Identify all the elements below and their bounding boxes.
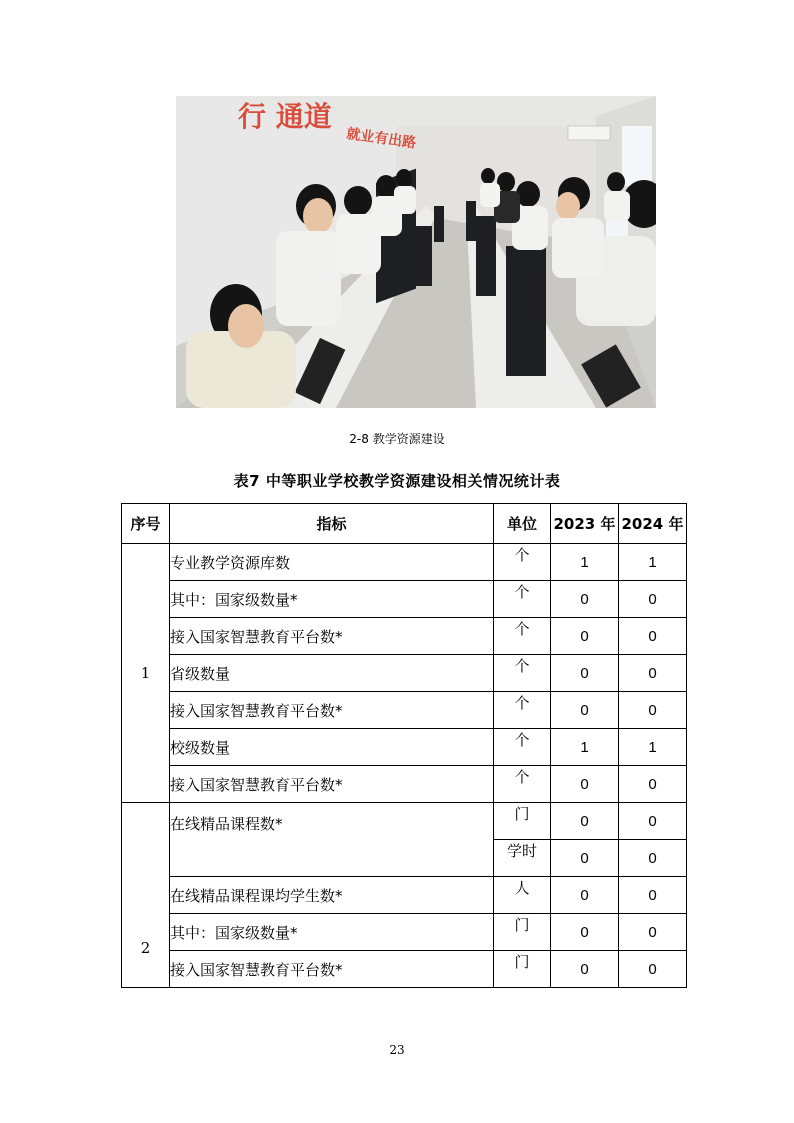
value-2023: 1 [551, 729, 619, 766]
value-2024: 1 [619, 729, 687, 766]
unit-cell: 门 [494, 914, 551, 951]
value-2023: 0 [551, 914, 619, 951]
value-2024: 0 [619, 581, 687, 618]
photo-caption: 2-8 教学资源建设 [349, 432, 445, 446]
table-row [122, 729, 687, 766]
unit-cell: 人 [494, 877, 551, 914]
value-2023: 0 [551, 766, 619, 803]
indicator-cell: 其中：国家级数量* [170, 581, 494, 618]
table-row [122, 581, 687, 618]
header-2023: 2023 年 [551, 504, 619, 544]
value-2023: 0 [551, 581, 619, 618]
value-2024: 0 [619, 914, 687, 951]
table-row [122, 877, 687, 914]
value-2024: 0 [619, 951, 687, 988]
header-2024: 2024 年 [619, 504, 687, 544]
table-row [122, 618, 687, 655]
indicator-cell: 接入国家智慧教育平台数* [170, 951, 494, 988]
unit-cell: 门 [494, 803, 551, 840]
photo-illustration [176, 96, 656, 408]
page-number: 23 [389, 1043, 405, 1057]
unit-cell: 个 [494, 729, 551, 766]
unit-cell: 个 [494, 692, 551, 729]
value-2024: 0 [619, 655, 687, 692]
group-index: 1 [122, 544, 170, 803]
indicator-cell: 省级数量 [170, 655, 494, 692]
value-2023: 0 [551, 618, 619, 655]
value-2023: 0 [551, 840, 619, 877]
table-row [122, 692, 687, 729]
table-header-row [122, 504, 687, 544]
indicator-cell: 接入国家智慧教育平台数* [170, 618, 494, 655]
unit-cell: 门 [494, 951, 551, 988]
unit-cell: 个 [494, 766, 551, 803]
value-2023: 1 [551, 544, 619, 581]
indicator-cell: 在线精品课程课均学生数* [170, 877, 494, 914]
indicator-cell: 专业教学资源库数 [170, 544, 494, 581]
svg-text:行 通道: 行 通道 [238, 100, 332, 133]
indicator-cell: 在线精品课程数* [170, 803, 494, 877]
value-2023: 0 [551, 655, 619, 692]
value-2023: 0 [551, 803, 619, 840]
unit-cell: 个 [494, 581, 551, 618]
header-index: 序号 [122, 504, 170, 544]
value-2024: 0 [619, 618, 687, 655]
value-2024: 0 [619, 803, 687, 840]
table-row [122, 951, 687, 988]
statistics-table [121, 503, 687, 988]
table-row [122, 655, 687, 692]
svg-text:就业有出路: 就业有出路 [345, 126, 417, 152]
value-2024: 0 [619, 692, 687, 729]
group-index [122, 803, 170, 988]
value-2023: 0 [551, 877, 619, 914]
computer-lab-photo [176, 96, 656, 408]
group-index-label: 2 [140, 939, 151, 957]
table-row [122, 766, 687, 803]
unit-cell: 个 [494, 618, 551, 655]
header-indicator: 指标 [170, 504, 494, 544]
unit-cell: 学时 [494, 840, 551, 877]
table-row [122, 914, 687, 951]
indicator-cell: 接入国家智慧教育平台数* [170, 692, 494, 729]
value-2024: 1 [619, 544, 687, 581]
table-row [122, 803, 687, 840]
indicator-cell: 接入国家智慧教育平台数* [170, 766, 494, 803]
table-title: 表7 中等职业学校教学资源建设相关情况统计表 [233, 472, 561, 490]
unit-cell: 个 [494, 655, 551, 692]
value-2024: 0 [619, 840, 687, 877]
indicator-cell: 其中：国家级数量* [170, 914, 494, 951]
table-row [122, 544, 687, 581]
value-2024: 0 [619, 877, 687, 914]
value-2023: 0 [551, 951, 619, 988]
unit-cell: 个 [494, 544, 551, 581]
value-2024: 0 [619, 766, 687, 803]
header-unit: 单位 [494, 504, 551, 544]
indicator-cell: 校级数量 [170, 729, 494, 766]
value-2023: 0 [551, 692, 619, 729]
